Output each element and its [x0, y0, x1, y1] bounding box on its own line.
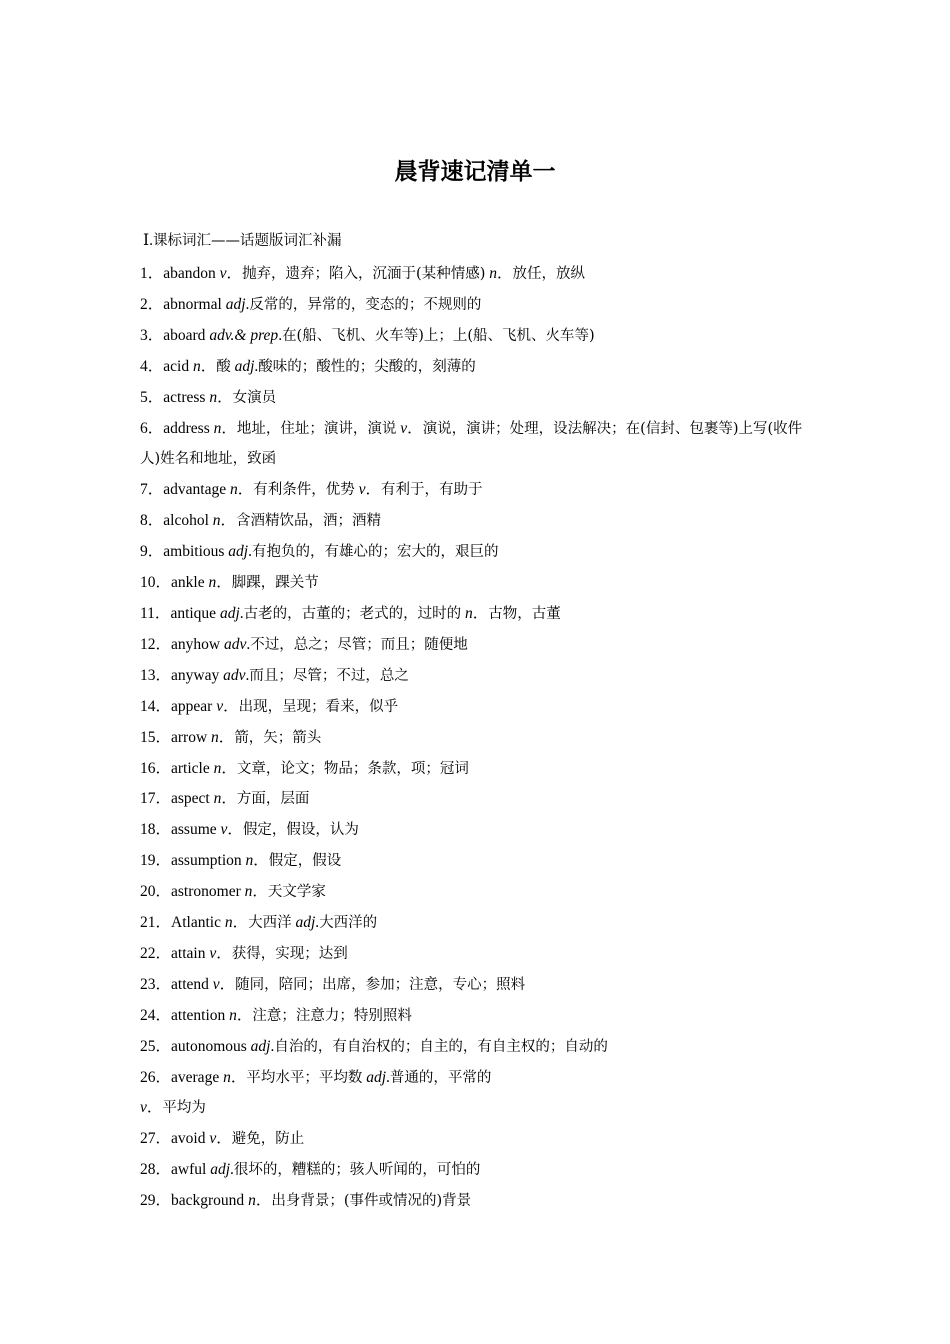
- entry-word: acid: [163, 357, 193, 375]
- vocab-entry: [140, 383, 816, 414]
- pos-separator: ．: [226, 265, 243, 282]
- part-of-speech: v: [358, 481, 366, 499]
- definition: 随同，陪同；出席，参加；注意，专心；照料: [235, 976, 526, 993]
- definition: 天文学家: [267, 884, 326, 901]
- vocab-entry: [140, 630, 816, 661]
- page-title: 晨背速记清单一: [394, 159, 556, 185]
- definition: 出现，呈现；看来，似乎: [238, 698, 399, 715]
- definition: 平均为: [162, 1100, 206, 1117]
- definition: 大西洋的: [319, 915, 378, 932]
- definition: 方面，层面: [236, 791, 310, 808]
- entry-number: 14．: [140, 697, 172, 715]
- part-of-speech: v: [216, 697, 224, 715]
- vocab-entry: [140, 1001, 816, 1032]
- entry-word: ankle: [171, 574, 209, 592]
- definition: 抛弃，遗弃；陷入，沉湎于(某种情感): [242, 266, 486, 282]
- entry-number: 24．: [140, 1006, 172, 1024]
- vocab-entry: [140, 877, 816, 908]
- entry-word: attention: [171, 1006, 230, 1024]
- section-heading-text: 课标词汇——话题版词汇补漏: [153, 233, 342, 249]
- vocab-entry: [140, 784, 816, 815]
- entry-number: 6．: [140, 419, 164, 437]
- vocab-entry: [140, 723, 816, 754]
- part-of-speech: n: [212, 512, 221, 530]
- part-of-speech: adj: [234, 357, 255, 375]
- entry-number: 3．: [140, 326, 164, 344]
- entry-number: 20．: [140, 883, 172, 901]
- entry-number: 26．: [140, 1068, 172, 1086]
- entry-word: assumption: [171, 852, 246, 870]
- pos-separator: ．: [472, 604, 489, 622]
- part-of-speech: n: [223, 1068, 231, 1086]
- entry-word: antique: [170, 604, 220, 622]
- definition: 普通的，平常的: [389, 1069, 492, 1086]
- entry-word: abandon: [163, 265, 220, 282]
- part-of-speech: adj: [366, 1068, 387, 1086]
- pos-separator: .: [246, 635, 251, 653]
- definition: 注意；注意力；特别照料: [252, 1007, 412, 1024]
- definition: 不过，总之；尽管；而且；随便地: [250, 636, 468, 653]
- entry-word: arrow: [171, 728, 212, 746]
- entry-number: 23．: [140, 975, 172, 993]
- pos-separator: ．: [227, 821, 243, 839]
- part-of-speech: n: [244, 883, 253, 901]
- definition: 含酒精饮品，酒；酒精: [236, 513, 382, 530]
- entry-number: 27．: [140, 1130, 172, 1148]
- vocab-entry: [140, 908, 816, 939]
- vocab-entry: [140, 599, 816, 630]
- part-of-speech: adj: [228, 543, 249, 561]
- pos-separator: ．: [232, 914, 249, 932]
- pos-separator: ．: [218, 728, 235, 746]
- entry-word: address: [163, 419, 214, 437]
- part-of-speech: v: [140, 1099, 147, 1117]
- vocab-entry: [140, 414, 816, 476]
- pos-separator: ．: [216, 574, 232, 592]
- part-of-speech: n: [213, 759, 222, 777]
- entry-number: 9．: [140, 543, 164, 561]
- part-of-speech: n: [211, 728, 219, 746]
- entry-word: attend: [171, 975, 213, 993]
- pos-separator: ．: [216, 944, 232, 962]
- definition: 平均水平；平均数: [246, 1069, 363, 1086]
- definition: 在(船、飞机、火车等)上；上(船、飞机、火车等): [282, 327, 595, 344]
- pos-separator: .: [386, 1068, 390, 1086]
- part-of-speech: n: [248, 1192, 256, 1210]
- part-of-speech: adj: [225, 295, 246, 313]
- entry-number: 11．: [140, 604, 171, 622]
- entry-word: aboard: [163, 326, 210, 344]
- pos-separator: ．: [221, 419, 237, 437]
- part-of-speech: adv: [223, 635, 247, 653]
- vocab-entry: [140, 754, 816, 785]
- part-of-speech: n: [465, 604, 473, 622]
- definition: 出身背景；(事件或情况的)背景: [271, 1193, 472, 1210]
- pos-separator: .: [315, 914, 320, 932]
- vocab-entry: [140, 475, 816, 506]
- vocab-entry: [140, 846, 816, 877]
- vocab-entry: [140, 661, 816, 692]
- vocabulary-list: [140, 259, 816, 1217]
- entry-word: ambitious: [163, 543, 229, 561]
- pos-separator: ．: [221, 790, 237, 808]
- entry-number: 18．: [140, 821, 172, 839]
- pos-separator: ．: [221, 759, 237, 777]
- vocab-entry: [140, 537, 816, 568]
- pos-separator: .: [239, 604, 244, 622]
- entry-number: 1．: [140, 265, 164, 282]
- pos-separator: .: [248, 543, 252, 561]
- part-of-speech: n: [209, 388, 218, 406]
- pos-separator: ．: [497, 265, 513, 282]
- vocab-entry: [140, 506, 816, 537]
- pos-separator: .: [278, 326, 283, 344]
- vocab-entry: [140, 692, 816, 723]
- vocab-entry: [140, 815, 816, 846]
- definition: 文章，论文；物品；条款，项；冠词: [236, 760, 469, 777]
- part-of-speech: n: [213, 419, 222, 437]
- definition: 很坏的，糟糕的；骇人听闻的，可怕的: [233, 1162, 481, 1179]
- entry-number: 29．: [140, 1192, 172, 1210]
- definition: 女演员: [232, 389, 277, 406]
- vocab-entry: [140, 290, 816, 321]
- entry-number: 12．: [140, 635, 172, 653]
- vocab-entry: [140, 1063, 816, 1094]
- entry-word: article: [171, 759, 214, 777]
- part-of-speech: n: [229, 481, 238, 499]
- entry-word: abnormal: [163, 295, 226, 313]
- definition: 避免，防止: [231, 1131, 305, 1148]
- definition: 箭，矢；箭头: [234, 729, 322, 746]
- entry-word: autonomous: [171, 1037, 251, 1055]
- pos-separator: ．: [219, 975, 236, 993]
- definition: 假定，假设: [268, 853, 342, 870]
- pos-separator: .: [245, 295, 250, 313]
- entry-number: 4．: [140, 357, 164, 375]
- pos-separator: ．: [220, 512, 237, 530]
- part-of-speech: adj: [219, 604, 240, 622]
- entry-word: background: [171, 1192, 249, 1210]
- entry-number: 17．: [140, 790, 172, 808]
- definition: 有利条件，优势: [253, 482, 355, 499]
- entry-word: Atlantic: [171, 914, 225, 932]
- pos-separator: ．: [216, 1130, 232, 1148]
- part-of-speech: v: [220, 821, 228, 839]
- pos-separator: .: [230, 1161, 234, 1179]
- definition: 古老的，古董的；老式的，过时的: [243, 605, 462, 622]
- part-of-speech: adv.& prep: [209, 326, 279, 344]
- entry-number: 8．: [140, 512, 164, 530]
- definition: 脚踝，踝关节: [231, 575, 319, 592]
- definition: 放任，放纵: [512, 266, 586, 282]
- entry-number: 28．: [140, 1161, 172, 1179]
- definition: 自治的，有自治权的；自主的，有自主权的；自动的: [274, 1038, 608, 1055]
- pos-separator: ．: [223, 697, 239, 715]
- entry-number: 15．: [140, 728, 172, 746]
- definition: 酸味的；酸性的；尖酸的，刻薄的: [258, 358, 476, 375]
- pos-separator: ．: [365, 481, 382, 499]
- part-of-speech: adj: [250, 1037, 271, 1055]
- pos-separator: ．: [146, 1099, 163, 1117]
- definition: 反常的，异常的，变态的；不规则的: [249, 296, 482, 313]
- entry-word: appear: [171, 697, 217, 715]
- part-of-speech: n: [224, 914, 233, 932]
- pos-separator: ．: [253, 852, 269, 870]
- vocab-entry: [140, 1032, 816, 1063]
- pos-separator: ．: [237, 481, 254, 499]
- entry-number: 5．: [140, 388, 164, 406]
- pos-separator: ．: [252, 883, 268, 901]
- entry-word: attain: [171, 944, 210, 962]
- part-of-speech: adj: [210, 1161, 230, 1179]
- entry-number: 10．: [140, 574, 172, 592]
- vocab-entry: [140, 259, 816, 290]
- pos-separator: .: [270, 1037, 275, 1055]
- part-of-speech: n: [213, 790, 222, 808]
- entry-number: 16．: [140, 759, 172, 777]
- entry-word: astronomer: [171, 883, 245, 901]
- pos-separator: ．: [255, 1192, 272, 1210]
- pos-separator: .: [245, 666, 250, 684]
- section-numeral: Ⅰ.: [143, 232, 153, 249]
- entry-word: awful: [171, 1161, 211, 1179]
- entry-word: actress: [163, 388, 210, 406]
- vocab-entry: [140, 1155, 816, 1186]
- vocab-entry: [140, 970, 816, 1001]
- vocab-entry: [140, 1186, 816, 1217]
- definition: 古物，古董: [488, 605, 561, 622]
- vocab-entry: [140, 1124, 816, 1155]
- pos-separator: ．: [236, 1006, 253, 1024]
- definition: 酸: [216, 358, 231, 375]
- entry-number: 21．: [140, 914, 172, 932]
- part-of-speech: n: [208, 574, 217, 592]
- definition: 假定，假设，认为: [242, 822, 359, 839]
- definition: 获得，实现；达到: [231, 945, 348, 962]
- part-of-speech: v: [400, 419, 408, 437]
- definition: 地址，住址；演讲，演说: [236, 420, 397, 437]
- part-of-speech: v: [209, 1130, 217, 1148]
- part-of-speech: v: [219, 265, 227, 282]
- entry-word: alcohol: [163, 512, 213, 530]
- vocab-entry: [140, 352, 816, 383]
- entry-word: avoid: [171, 1130, 210, 1148]
- vocab-entry: [140, 1093, 816, 1124]
- vocab-entry: [140, 321, 816, 352]
- entry-word: average: [171, 1068, 224, 1086]
- entry-word: aspect: [171, 790, 214, 808]
- entry-word: assume: [171, 821, 221, 839]
- part-of-speech: n: [489, 265, 497, 282]
- part-of-speech: v: [209, 944, 217, 962]
- pos-separator: ．: [407, 419, 423, 437]
- definition: 演说，演讲；处理，设法解决；在(信封、包裹等)上写(收件人)姓名和地址，致函: [140, 420, 803, 468]
- part-of-speech: adv: [223, 666, 246, 684]
- entry-number: 2．: [140, 295, 164, 313]
- definition: 有利于，有助于: [381, 482, 483, 499]
- entry-number: 19．: [140, 852, 172, 870]
- part-of-speech: n: [229, 1006, 237, 1024]
- entry-word: anyhow: [171, 635, 224, 653]
- entry-number: 13．: [140, 666, 172, 684]
- part-of-speech: v: [212, 975, 220, 993]
- part-of-speech: n: [245, 852, 254, 870]
- pos-separator: ．: [217, 388, 233, 406]
- definition: 大西洋: [248, 915, 292, 932]
- entry-number: 22．: [140, 944, 172, 962]
- vocab-entry: [140, 568, 816, 599]
- definition: 有抱负的，有雄心的；宏大的，艰巨的: [251, 544, 499, 561]
- entry-number: 25．: [140, 1037, 172, 1055]
- entry-word: anyway: [171, 666, 224, 684]
- section-heading: [143, 228, 342, 254]
- definition: 而且；尽管；不过，总之: [249, 667, 409, 684]
- entry-word: advantage: [163, 481, 230, 499]
- vocab-entry: [140, 939, 816, 970]
- part-of-speech: n: [192, 357, 201, 375]
- pos-separator: .: [254, 357, 259, 375]
- entry-number: 7．: [140, 481, 164, 499]
- part-of-speech: adj: [295, 914, 316, 932]
- pos-separator: ．: [230, 1068, 247, 1086]
- pos-separator: ．: [200, 357, 217, 375]
